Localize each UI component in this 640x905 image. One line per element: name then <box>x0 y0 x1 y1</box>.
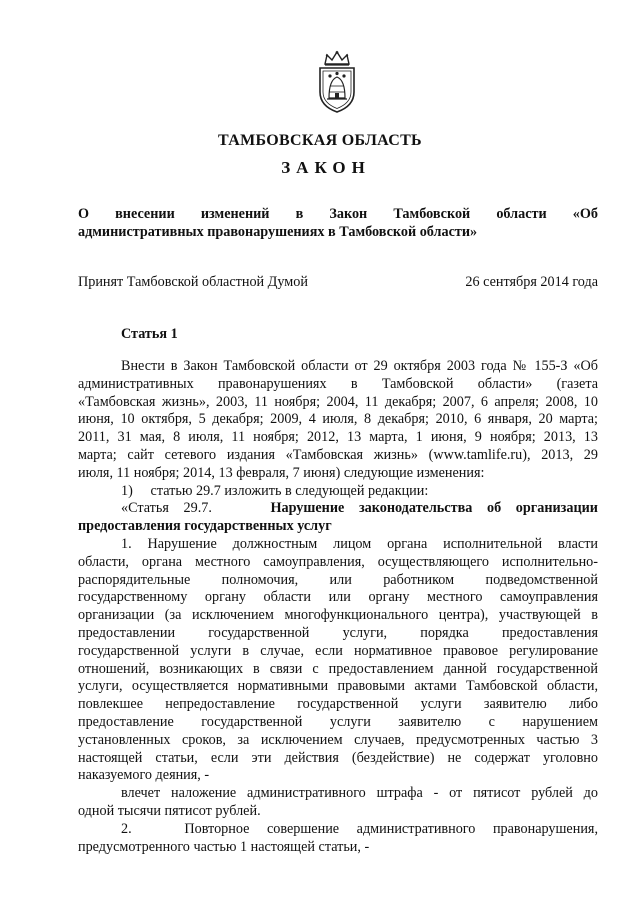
body-line: государственному органу области или органу местного самоуправления <box>78 589 598 606</box>
body-line: 1. Нарушение должностным лицом органа исполнительной власти <box>121 535 598 552</box>
body-line: 2011, 31 мая, 8 июля, 11 ноября; 2012, 13 марта, 1 июня, 9 ноября; 2013, 13 <box>78 429 598 446</box>
adoption-date: 26 сентября 2014 года <box>465 274 598 290</box>
body-line: административных правонарушениях в Тамбовской области» (газета <box>78 375 598 392</box>
body-line: предоставление государственной услуги заявителю с нарушением <box>78 713 598 730</box>
body-line: настоящей статьи, если эти действия (бездействие) не содержат уголовно <box>78 749 598 766</box>
body-line: влечет наложение административного штрафа - от пятисот рублей до <box>121 785 598 802</box>
law-title-line: О внесении изменений в Закон Тамбовской области «Об <box>78 206 598 222</box>
new-article-title: Нарушение законодательства об организации <box>270 500 598 517</box>
law-title <box>78 206 598 242</box>
document-type: ЗАКОН <box>281 158 371 177</box>
new-article-title: предоставления государственных услуг <box>78 518 332 535</box>
body-line: июня, 10 октября, 5 декабря; 2009, 4 июля, 8 декабря; 2010, 6 января, 20 марта; <box>78 411 598 428</box>
adoption-line <box>78 274 598 292</box>
body-line: марта; сайт сетевого издания «Тамбовская жизнь» (www.tamlife.ru), 2013, 29 <box>78 446 598 463</box>
list-item: 1) статью 29.7 изложить в следующей редакции: <box>121 482 429 499</box>
body-line: установленных сроков, за исключением случаев, предусмотренных частью 3 <box>78 731 598 748</box>
law-title-line: административных правонарушениях в Тамбовской области» <box>78 223 478 240</box>
body-line: области, органа местного самоуправления, осуществляющего исполнительно- <box>78 553 598 570</box>
body-line: отношений, возникающих в связи с предоставлением данной государственной <box>78 660 598 677</box>
body-line: «Тамбовская жизнь», 2003, 11 ноября; 2004, 11 декабря; 2007, 6 апреля; 2008, 10 <box>78 393 598 410</box>
body-line: повлекшее непредоставление государственной услуги заявителю либо <box>78 696 598 713</box>
region-name: ТАМБОВСКАЯ ОБЛАСТЬ <box>218 132 422 149</box>
body-line: наказуемого деяния, - <box>78 767 210 784</box>
body-line: Внести в Закон Тамбовской области от 29 октября 2003 года № 155-З «Об <box>121 358 598 374</box>
body-line: услуги, осуществляется нормативными правовыми актами Тамбовской области, <box>78 678 598 695</box>
new-article-heading <box>78 500 598 518</box>
body-line: 2. Повторное совершение административного правонарушения, <box>121 820 598 837</box>
new-article-prefix: «Статья 29.7. <box>121 500 212 517</box>
tambov-coat-of-arms-icon <box>312 50 362 114</box>
body-line: одной тысячи пятисот рублей. <box>78 802 261 819</box>
body-line: предоставлении государственной услуги, порядка предоставления <box>78 624 598 641</box>
article-body <box>78 358 598 856</box>
body-line: организации (за исключением многофункционального центра), участвующей в <box>78 607 598 624</box>
article-heading: Статья 1 <box>121 326 178 342</box>
body-line: государственной услуги в случае, если нормативное правовое регулирование <box>78 642 598 659</box>
body-line: распорядительные полномочия, или работником подведомственной <box>78 571 598 588</box>
new-article-heading-cont <box>78 518 598 536</box>
body-line: июля, 11 ноября; 2014, 13 февраля, 7 июня) следующие изменения: <box>78 464 485 481</box>
adopted-by: Принят Тамбовской областной Думой <box>78 274 308 290</box>
body-line: предусмотренного частью 1 настоящей статьи, - <box>78 838 370 855</box>
